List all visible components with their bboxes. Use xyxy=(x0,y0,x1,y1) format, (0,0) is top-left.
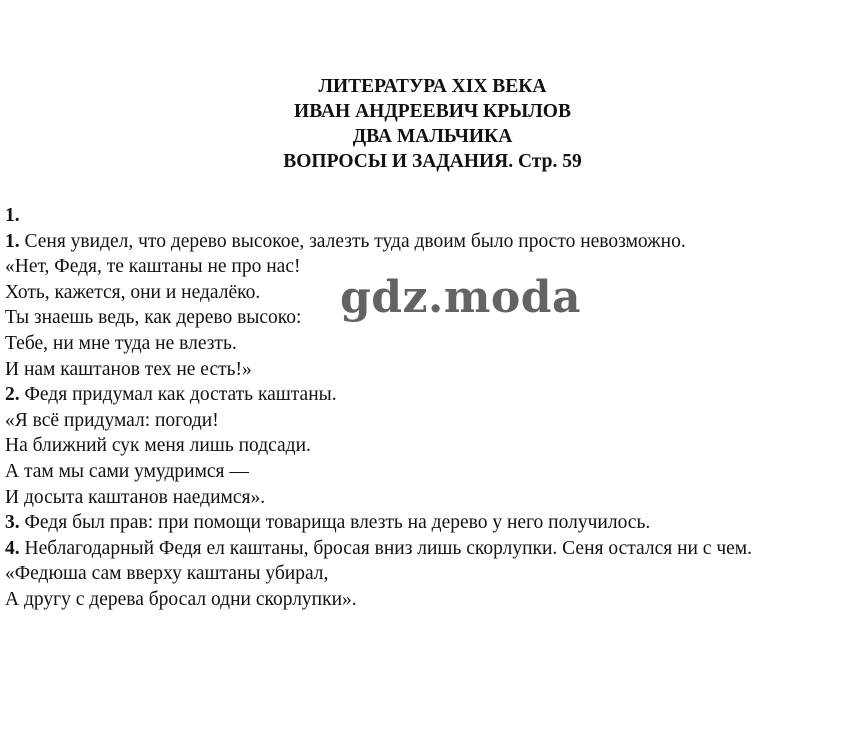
answer-text: Федя придумал как достать каштаны. xyxy=(19,384,337,406)
answer-number: 4. xyxy=(5,537,20,559)
answer-3 xyxy=(5,510,752,536)
quote-line: Ты знаешь ведь, как дерево высоко: xyxy=(5,307,302,329)
quote-line: «Нет, Федя, те каштаны не про нас! xyxy=(5,256,301,278)
header-author: ИВАН АНДРЕЕВИЧ КРЫЛОВ xyxy=(294,101,571,122)
answer-text: Сеня увидел, что дерево высокое, залезть туда двоим было просто невозможно. xyxy=(19,230,686,252)
quote-line: И досыта каштанов наедимся». xyxy=(5,486,266,508)
quote-line: Хоть, кажется, они и недалёко. xyxy=(5,281,261,303)
quote-line: «Я всё придумал: погоди! xyxy=(5,409,219,431)
page-header xyxy=(0,74,855,174)
section-number: 1. xyxy=(5,205,20,226)
quote-line: На ближний сук меня лишь подсади. xyxy=(5,435,311,457)
header-section-title: ЛИТЕРАТУРА XIX ВЕКА xyxy=(318,76,547,97)
quote-line: «Федюша сам вверху каштаны убирал, xyxy=(5,563,329,585)
answer-2 xyxy=(5,382,752,408)
answer-number: 1. xyxy=(5,230,20,252)
answer-4 xyxy=(5,536,752,562)
answer-text: Федя был прав: при помощи товарища влезть на дерево у него получилось. xyxy=(19,512,651,534)
answers-body xyxy=(5,203,752,613)
quote-line: Тебе, ни мне туда не влезть. xyxy=(5,332,237,354)
quote-line: А другу с дерева бросал одни скорлупки». xyxy=(5,588,357,610)
quote-line: А там мы сами умудримся — xyxy=(5,460,249,482)
header-questions-title: ВОПРОСЫ И ЗАДАНИЯ. Стр. 59 xyxy=(283,151,582,172)
answer-text: Неблагодарный Федя ел каштаны, бросая вниз лишь скорлупки. Сеня остался ни с чем. xyxy=(19,537,753,559)
header-work-title: ДВА МАЛЬЧИКА xyxy=(352,126,513,147)
answer-number: 3. xyxy=(5,512,20,534)
watermark-logo: gdz.moda xyxy=(340,272,582,323)
quote-line: И нам каштанов тех не есть!» xyxy=(5,358,252,380)
answer-number: 2. xyxy=(5,384,20,406)
answer-1 xyxy=(5,229,752,255)
